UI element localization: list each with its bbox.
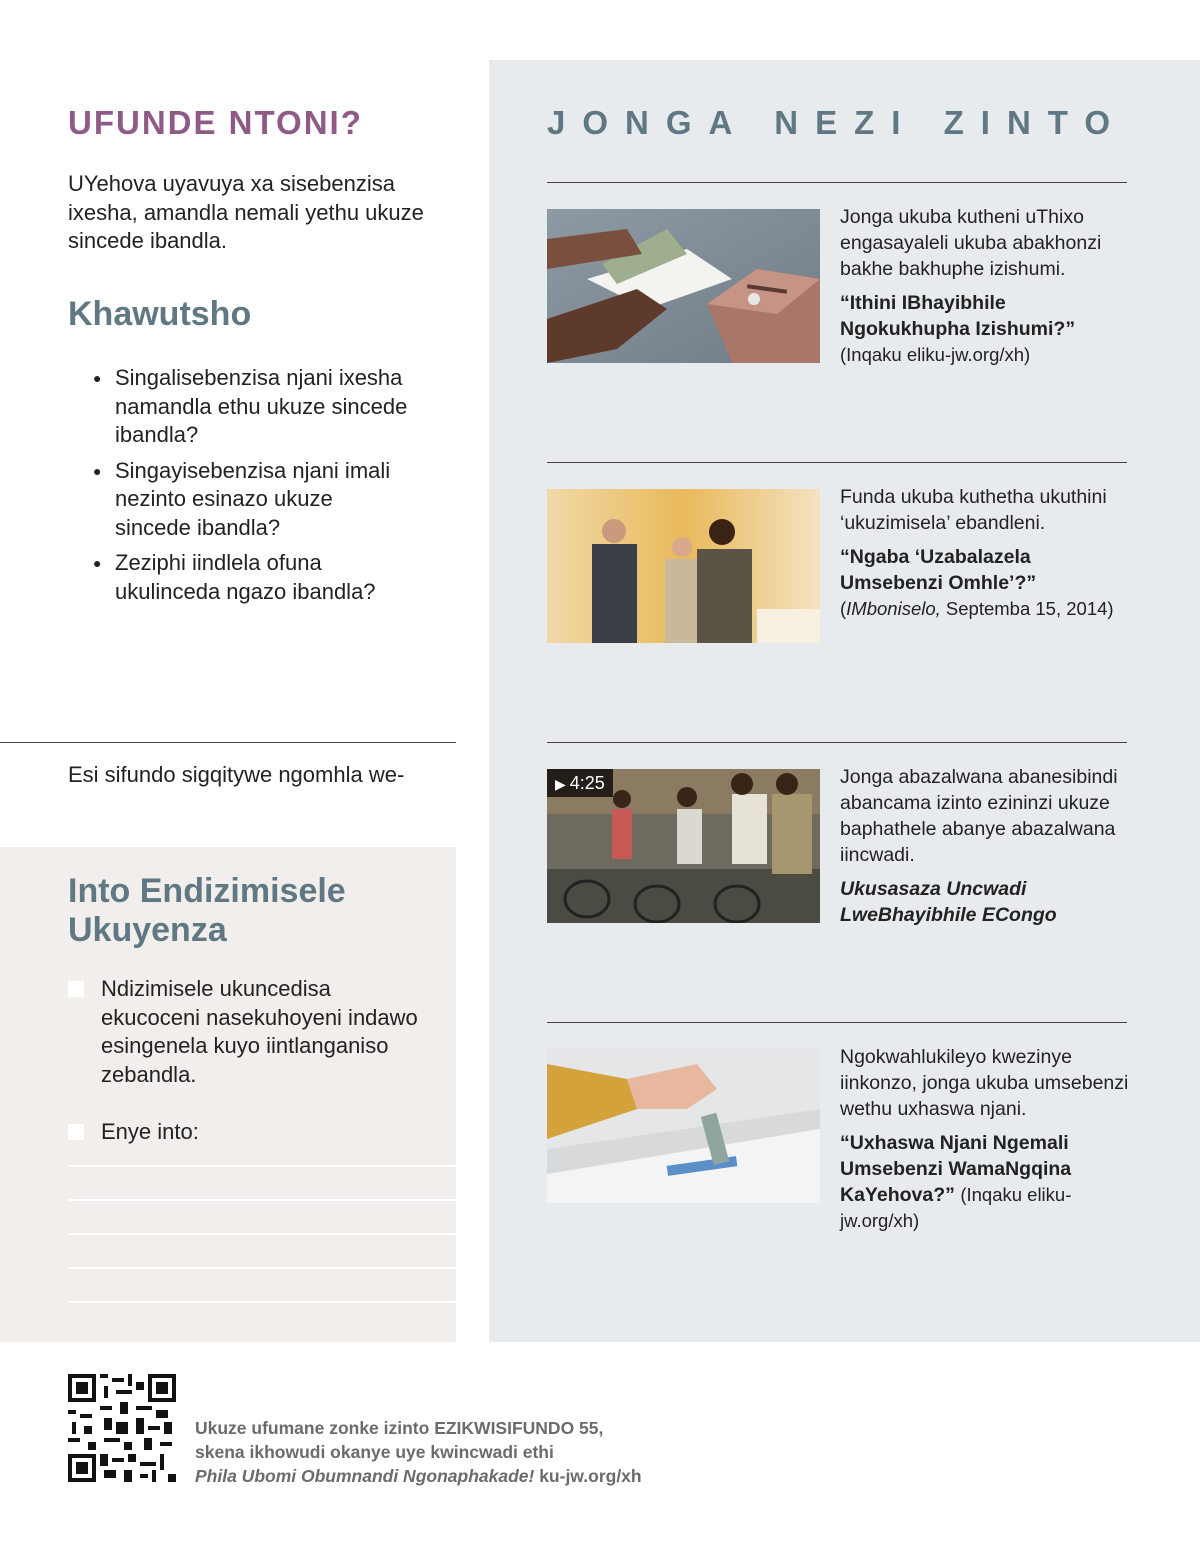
plan-heading: Into Endizimisele Ukuyenza bbox=[68, 872, 346, 949]
book-title: Phila Ubomi Obumnandi Ngonaphakade! bbox=[195, 1466, 535, 1486]
tithe-envelope-image[interactable] bbox=[547, 209, 820, 363]
resource-funding bbox=[840, 1044, 1130, 1234]
divider bbox=[547, 1022, 1127, 1023]
website-link[interactable]: ku-jw.org/xh bbox=[534, 1466, 642, 1486]
footer-note bbox=[195, 1416, 642, 1488]
play-icon: ▶ bbox=[555, 776, 566, 792]
resource-source: (Inqaku eliku-jw.org/xh) bbox=[840, 1184, 1072, 1231]
resource-description: Ngokwahlukileyo kwezinye iinkonzo, jonga ukuba umsebenzi wethu uxhaswa njani. bbox=[840, 1046, 1129, 1120]
checkbox[interactable] bbox=[68, 981, 84, 997]
resource-title-link[interactable]: “Ithini IBhayibhile Ngokukhupha Izishumi?” bbox=[840, 292, 1076, 340]
write-line[interactable] bbox=[68, 1301, 456, 1303]
write-line[interactable] bbox=[68, 1165, 456, 1167]
see-also-heading: JONGA NEZI ZINTO bbox=[547, 104, 1128, 141]
divider bbox=[547, 182, 1127, 183]
write-line[interactable] bbox=[68, 1199, 456, 1201]
completion-date-line: Esi sifundo sigqitywe ngomhla we- bbox=[68, 762, 405, 787]
video-duration-badge: ▶ 4:25 bbox=[547, 769, 613, 797]
resource-reaching-out bbox=[840, 484, 1130, 622]
learn-heading: UFUNDE NTONI? bbox=[68, 104, 363, 141]
footer-line bbox=[195, 1464, 642, 1488]
congo-bicycles-video-thumbnail[interactable] bbox=[547, 769, 820, 923]
summary-text: UYehova uyavuya xa sisebenzisa ixesha, amandla nemali yethu ukuze sincede ibandla. bbox=[68, 171, 424, 253]
resource-source: (Inqaku eliku-jw.org/xh) bbox=[840, 344, 1031, 365]
review-item: ● Zeziphi iindlela ofuna ukulinceda ngazo ibandla? bbox=[93, 549, 413, 606]
plan-item-clean[interactable] bbox=[68, 975, 428, 1089]
divider bbox=[547, 462, 1127, 463]
plan-item-label: Ndizimisele ukuncedisa ekucoceni nasekuhoyeni indawo esingenela kuyo iintlanganiso zebandla. bbox=[101, 976, 418, 1087]
resource-title-link[interactable]: “Uxhaswa Njani Ngemali Umsebenzi WamaNgqina KaYehova?” (Inqaku eliku-jw.org/xh) bbox=[840, 1132, 1072, 1231]
qr-code[interactable] bbox=[68, 1374, 176, 1482]
review-heading: Khawutsho bbox=[68, 295, 252, 333]
write-line[interactable] bbox=[68, 1267, 456, 1269]
divider bbox=[0, 742, 456, 743]
resource-title-link[interactable]: Ukusasaza Uncwadi LweBhayibhile ECongo bbox=[840, 878, 1057, 926]
resource-description: Funda ukuba kuthetha ukuthini ‘ukuzimisela’ ebandleni. bbox=[840, 486, 1107, 534]
resource-title-link[interactable]: “Ngaba ‘Uzabalazela Umsebenzi Omhle’?” bbox=[840, 546, 1037, 594]
write-line[interactable] bbox=[68, 1233, 456, 1235]
divider bbox=[547, 742, 1127, 743]
checkbox[interactable] bbox=[68, 1124, 84, 1140]
resource-source: (IMboniselo, Septemba 15, 2014) bbox=[840, 598, 1114, 619]
review-list bbox=[93, 364, 413, 613]
resource-description: Jonga abazalwana abanesibindi abancama izinto ezininzi ukuze baphathele abanye abazalwana iincwadi. bbox=[840, 766, 1118, 866]
footer-line: Ukuze ufumane zonke izinto EZIKWISIFUNDO 55, bbox=[195, 1418, 604, 1438]
brothers-talking-image[interactable] bbox=[547, 489, 820, 643]
footer-line: skena ikhowudi okanye uye kwincwadi ethi bbox=[195, 1442, 554, 1462]
review-item: ● Singayisebenzisa njani imali nezinto esinazo ukuze sincede ibandla? bbox=[93, 457, 413, 543]
review-item: ● Singalisebenzisa njani ixesha namandla ethu ukuze sincede ibandla? bbox=[93, 364, 413, 450]
donation-box-image[interactable] bbox=[547, 1049, 820, 1203]
resource-congo-video bbox=[840, 764, 1130, 928]
plan-item-label: Enye into: bbox=[101, 1119, 199, 1144]
resource-tithes bbox=[840, 204, 1130, 368]
resource-description: Jonga ukuba kutheni uThixo engasayaleli ukuba abakhonzi bakhe bakhuphe izishumi. bbox=[840, 206, 1102, 280]
plan-item-other[interactable] bbox=[68, 1118, 428, 1147]
